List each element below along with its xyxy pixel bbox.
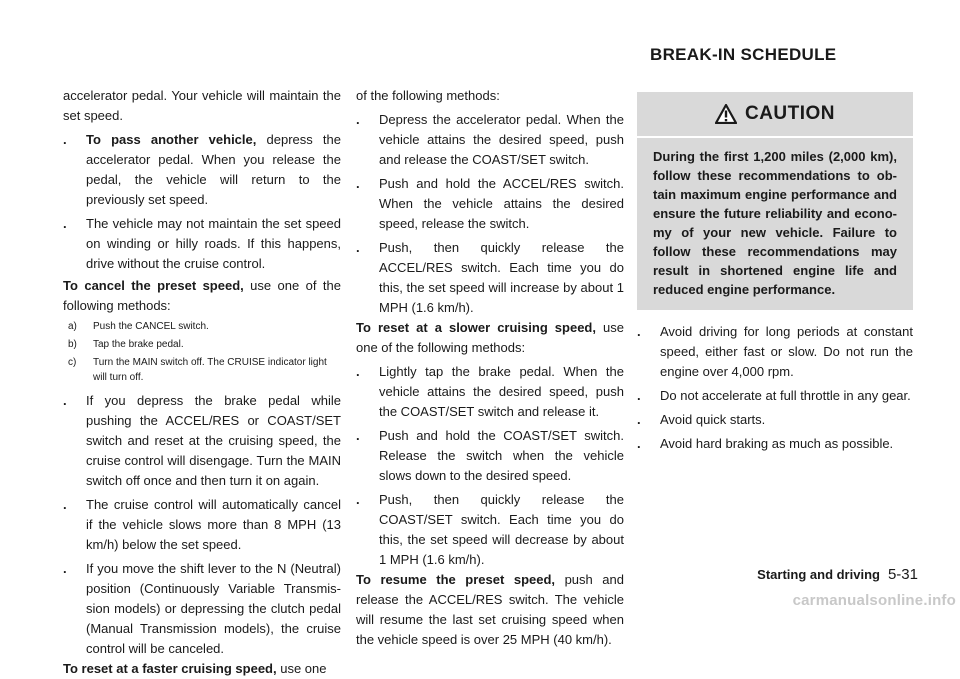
caution-box xyxy=(637,92,913,310)
method-item xyxy=(63,355,341,385)
bullet-text: If you depress the brake pedal while pushing the ACCEL/RES or COAST/SET switch and reset at the cruising speed, the cruise control will disengage. Turn the MAIN switch off once and then turn it on again. xyxy=(86,393,341,488)
column-right xyxy=(637,92,913,454)
bullet-item xyxy=(637,434,913,454)
method-letter: c) xyxy=(68,357,77,368)
paragraph-intro: of the following methods: xyxy=(356,88,500,103)
bullet-item xyxy=(63,559,341,659)
bullet-text: Depress the accelerator pedal. When the vehicle attains the desired speed, push and release the COAST/SET switch. xyxy=(379,112,624,167)
method-letter: b) xyxy=(68,339,77,350)
warning-triangle-icon xyxy=(715,104,737,124)
method-text: Tap the brake pedal. xyxy=(93,339,184,350)
bullet-item xyxy=(637,322,913,382)
page-footer xyxy=(757,566,918,583)
footer-section-name: Starting and driving xyxy=(757,567,880,582)
bullet-dot: . xyxy=(356,492,360,507)
bold-lead: To resume the preset speed, xyxy=(356,572,556,587)
bullet-item xyxy=(63,214,341,274)
bold-lead: To cancel the preset speed, xyxy=(63,278,244,293)
section-title: BREAK-IN SCHEDULE xyxy=(650,45,837,64)
bullet-text: Avoid driving for long periods at constant speed, either fast or slow. Do not run the engine over 4,000 rpm. xyxy=(660,324,913,379)
bullet-item xyxy=(637,410,913,430)
bullet-dot: . xyxy=(637,412,641,427)
column-left xyxy=(63,86,341,679)
bullet-dot: . xyxy=(637,388,641,403)
bullet-text: The vehicle may not maintain the set speed on winding or hilly roads. If this happens, drive without the cruise control. xyxy=(86,216,341,271)
bold-lead: To reset at a faster cruising speed, xyxy=(63,661,277,676)
method-item xyxy=(63,337,341,352)
bullet-item xyxy=(356,362,624,422)
watermark: carmanualsonline.info xyxy=(792,592,956,609)
bullet-dot: . xyxy=(63,497,67,512)
bullet-item xyxy=(63,130,341,210)
bullet-text: depress the accelerator pedal. When you release the pedal, the vehicle will return to the previously set speed. xyxy=(86,132,341,207)
bullet-dot: . xyxy=(356,428,360,443)
bullet-text: Avoid quick starts. xyxy=(660,412,766,427)
bullet-text: Push, then quickly release the COAST/SET switch. Each time you do this, the set speed will decrease by about 1 MPH (1.6 km/h). xyxy=(379,492,624,567)
bullet-dot: . xyxy=(63,393,67,408)
bullet-text: Push, then quickly release the ACCEL/RES switch. Each time you do this, the set speed will increase by about 1 MPH (1.6 km/h). xyxy=(379,240,624,315)
bullet-dot: . xyxy=(63,216,67,231)
method-text: Turn the MAIN switch off. The CRUISE indicator light will turn off. xyxy=(93,357,327,383)
paragraph-text: use one of the following methods: xyxy=(356,320,625,355)
bullet-text: If you move the shift lever to the N (Neutral) position (Continuously Variable Transmis-sion models) or depressing the clutch pedal (Manual Transmission models), the cruise control will be canceled. xyxy=(86,561,341,656)
paragraph-text: push and release the ACCEL/RES switch. The vehicle will resume the last set cruising speed when the vehicle speed is over 25 MPH (40 km/h). xyxy=(356,572,624,647)
bullet-item xyxy=(356,238,624,318)
bullet-text: Do not accelerate at full throttle in any gear. xyxy=(660,388,911,403)
bullet-item xyxy=(356,174,624,234)
bullet-text: Push and hold the COAST/SET switch. Release the switch when the vehicle slows down to the desired speed. xyxy=(379,428,624,483)
paragraph-cancel xyxy=(63,276,341,316)
method-letter: a) xyxy=(68,321,77,332)
bullet-text: Lightly tap the brake pedal. When the vehicle attains the desired speed, push the COAST/SET switch and release it. xyxy=(379,364,624,419)
bullet-dot: . xyxy=(356,240,360,255)
bullet-dot: . xyxy=(356,112,360,127)
bullet-dot: . xyxy=(63,561,67,576)
method-text: Push the CANCEL switch. xyxy=(93,321,209,332)
bullet-dot: . xyxy=(356,364,360,379)
caution-text: During the first 1,200 miles (2,000 km), follow these recommendations to ob-tain maximum engine performance and ensure the future reliability and econo-my of your new vehicle. Failure to follow these recommendations may result in shortened engine life and reduced engine performance. xyxy=(653,149,897,297)
bullet-dot: . xyxy=(637,324,641,339)
bullet-item xyxy=(356,426,624,486)
bullet-item xyxy=(356,490,624,570)
paragraph-intro: accelerator pedal. Your vehicle will maintain the set speed. xyxy=(63,88,341,123)
bullet-item xyxy=(63,495,341,555)
bullet-dot: . xyxy=(637,436,641,451)
bold-lead: To reset at a slower cruising speed, xyxy=(356,320,596,335)
bullet-text: Avoid hard braking as much as possible. xyxy=(660,436,894,451)
bullet-text: The cruise control will automatically cancel if the vehicle slows more than 8 MPH (13 km/h) below the set speed. xyxy=(86,497,341,552)
paragraph-resume xyxy=(356,570,624,650)
paragraph-faster xyxy=(63,659,341,679)
paragraph-text: use one of the following methods: xyxy=(63,278,341,313)
bullet-item xyxy=(356,110,624,170)
bullet-item xyxy=(637,386,913,406)
column-middle xyxy=(356,86,624,650)
page-number: 5-31 xyxy=(887,566,918,583)
bullet-text: Push and hold the ACCEL/RES switch. When the vehicle attains the desired speed, release the switch. xyxy=(379,176,624,231)
caution-label: CAUTION xyxy=(744,103,836,124)
caution-header xyxy=(637,92,913,138)
paragraph-text: use one xyxy=(276,661,327,676)
bold-lead: To pass another vehicle, xyxy=(86,132,257,147)
bullet-dot: . xyxy=(356,176,360,191)
method-item xyxy=(63,319,341,334)
bullet-dot: . xyxy=(63,132,67,147)
bullet-item xyxy=(63,391,341,491)
paragraph-slower xyxy=(356,318,624,358)
